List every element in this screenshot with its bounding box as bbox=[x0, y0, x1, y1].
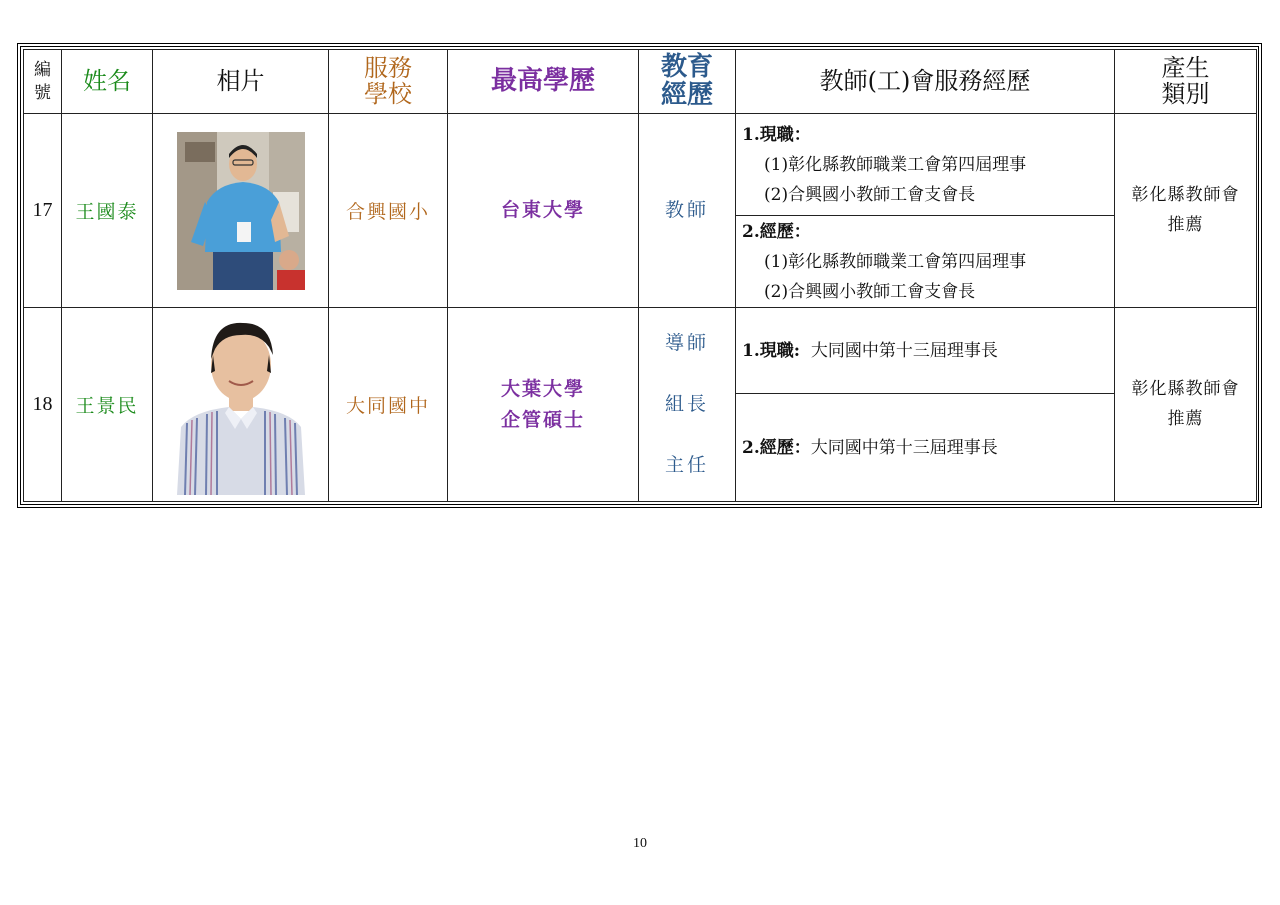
header-union: 教師(工)會服務經歷 bbox=[736, 50, 1115, 114]
header-row bbox=[24, 50, 1257, 114]
row-name: 王國泰 bbox=[62, 114, 153, 308]
roster-sheet bbox=[17, 43, 1262, 508]
edu-role: 導師 bbox=[664, 332, 709, 354]
past-label: 2.經歷： bbox=[742, 221, 811, 242]
past-item: (2)合興國小教師工會支會長 bbox=[764, 281, 976, 302]
row-degree: 台東大學 bbox=[448, 114, 639, 308]
row-degree: 大葉大學 企管碩士 bbox=[448, 308, 639, 502]
row-school: 大同國中 bbox=[329, 308, 448, 502]
row-type: 彰化縣教師會 推薦 bbox=[1115, 308, 1257, 502]
union-current bbox=[736, 114, 1115, 216]
table-row bbox=[24, 308, 1257, 394]
current-label: 1.現職： bbox=[742, 124, 811, 145]
row-name: 王景民 bbox=[62, 308, 153, 502]
candidate-photo-image bbox=[177, 132, 305, 290]
edu-role: 組長 bbox=[664, 393, 709, 415]
current-item: (1)彰化縣教師職業工會第四屆理事 bbox=[764, 154, 1027, 175]
table-row bbox=[24, 114, 1257, 216]
header-photo: 相片 bbox=[153, 50, 329, 114]
union-past bbox=[736, 394, 1115, 502]
row-edu bbox=[639, 308, 736, 502]
edu-role: 教師 bbox=[664, 199, 709, 221]
past-label: 2.經歷： bbox=[742, 437, 811, 458]
row-no: 17 bbox=[24, 114, 62, 308]
current-item: (2)合興國小教師工會支會長 bbox=[764, 184, 976, 205]
header-edu: 教育 經歷 bbox=[639, 50, 736, 114]
candidate-photo bbox=[153, 308, 329, 502]
row-no: 18 bbox=[24, 308, 62, 502]
header-school: 服務 學校 bbox=[329, 50, 448, 114]
union-past bbox=[736, 216, 1115, 308]
candidate-photo-image bbox=[173, 315, 309, 495]
current-label: 1.現職: bbox=[742, 340, 801, 361]
candidate-table bbox=[23, 49, 1257, 502]
header-type: 產生 類別 bbox=[1115, 50, 1257, 114]
past-item: 大同國中第十三屆理事長 bbox=[810, 437, 998, 458]
past-item: (1)彰化縣教師職業工會第四屆理事 bbox=[764, 251, 1027, 272]
page-number: 10 bbox=[633, 836, 647, 851]
edu-role: 主任 bbox=[664, 454, 709, 476]
union-current bbox=[736, 308, 1115, 394]
row-edu bbox=[639, 114, 736, 308]
row-school: 合興國小 bbox=[329, 114, 448, 308]
header-degree: 最高學歷 bbox=[448, 50, 639, 114]
header-name: 姓名 bbox=[62, 50, 153, 114]
candidate-photo bbox=[153, 114, 329, 308]
current-item: 大同國中第十三屆理事長 bbox=[810, 340, 998, 361]
row-type: 彰化縣教師會 推薦 bbox=[1115, 114, 1257, 308]
header-no: 編 號 bbox=[24, 50, 62, 114]
